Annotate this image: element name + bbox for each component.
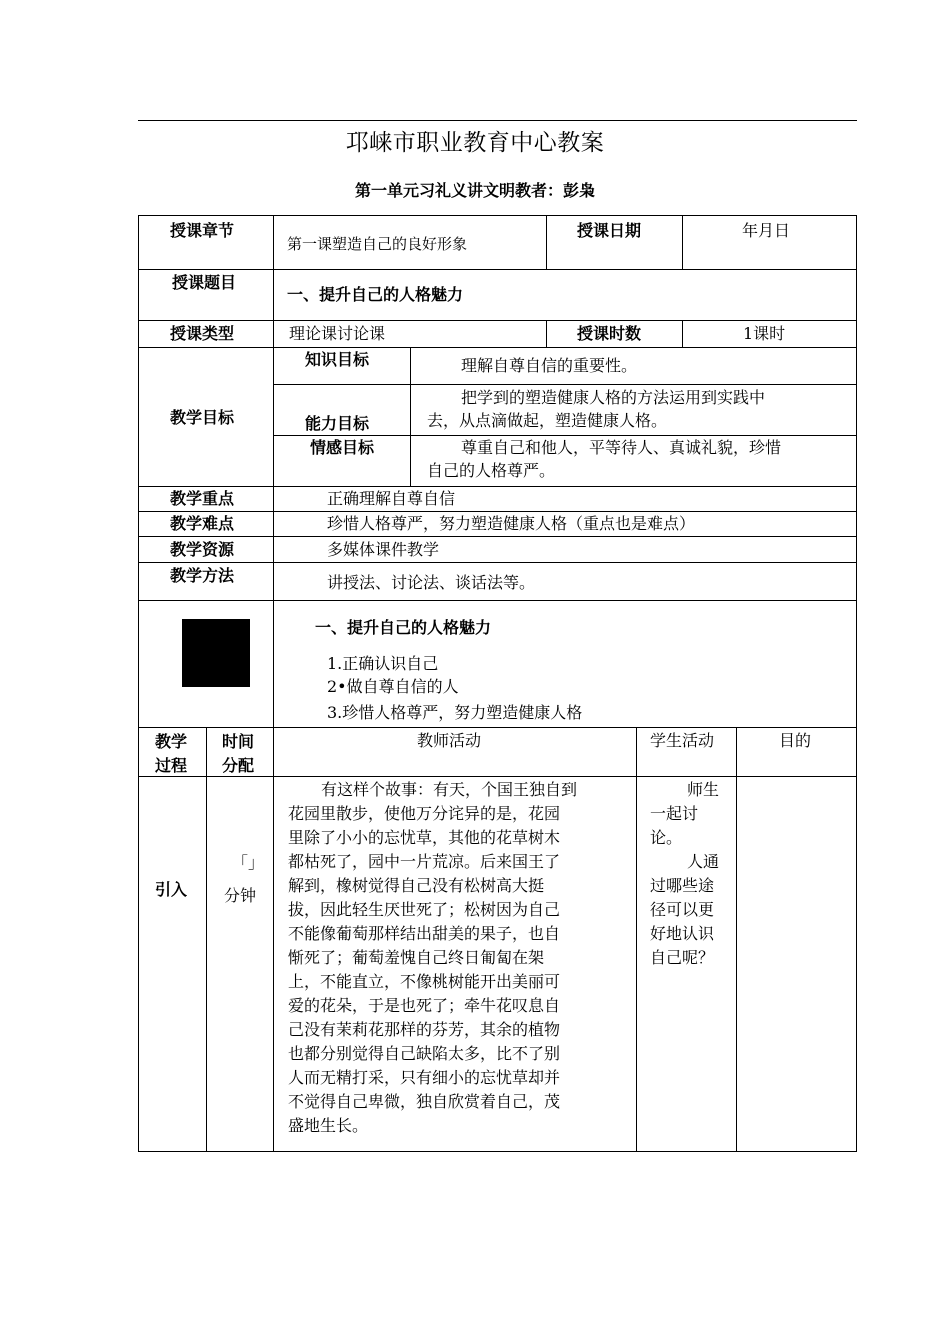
hours-label: 授课时数 [577,324,642,343]
teacher-line: 也都分别觉得自己缺陷太多，比不了别 [288,1044,561,1063]
ability-line-1: 把学到的塑造健康人格的方法运用到实践中 [461,388,766,407]
key-value: 正确理解自尊自信 [327,489,456,508]
student-line: 过哪些途 [650,876,715,895]
student-line: 人通 [687,852,720,871]
header-rule [138,120,857,121]
teacher-line: 都枯死了，园中一片荒凉。后来国王了 [288,852,561,871]
teacher-line: 上，不能直立，不像桃树能开出美丽可 [288,972,561,991]
outline-item-3: 3.珍惜人格尊严，努力塑造健康人格 [327,703,583,722]
outline-item-2: 2•做自尊自信的人 [327,677,459,696]
key-label: 教学重点 [170,489,235,508]
teacher-line: 人而无精打采，只有细小的忘忧草却并 [288,1068,561,1087]
student-line: 径可以更 [650,900,715,919]
ability-line-2: 去，从点滴做起，塑造健康人格。 [427,411,668,430]
chapter-value: 第一课塑造自己的良好形象 [287,235,468,253]
image-placeholder [182,619,250,687]
process-header-2: 过程 [155,756,188,775]
student-line: 好地认识 [650,924,715,943]
outline-heading: 一、提升自己的人格魅力 [315,618,492,637]
teacher-line: 不觉得自己卑微，独自欣赏着自己，茂 [288,1092,561,1111]
time-header-2: 分配 [222,756,255,775]
goals-label: 教学目标 [170,408,235,427]
process-header-1: 教学 [155,732,188,751]
ability-label: 能力目标 [305,414,370,433]
hours-value: 1课时 [743,324,786,343]
method-label: 教学方法 [170,566,235,585]
student-line: 一起讨 [650,804,699,823]
teacher-line: 解到，橡树觉得自己没有松树高大挺 [288,876,545,895]
cell-purpose [736,776,857,1152]
topic-label: 授课题目 [172,273,237,292]
teacher-line: 盛地生长。 [288,1116,369,1135]
time-header-1: 时间 [222,732,255,751]
cell-time [206,776,274,1152]
teacher-line: 拔，因此轻生厌世死了；松树因为自己 [288,900,561,919]
stage-label: 引入 [155,880,188,899]
teacher-line: 里除了小小的忘忧草，其他的花草树木 [288,828,561,847]
time-brackets: 「」 [232,853,265,872]
date-value: 年月日 [742,221,791,240]
type-label: 授课类型 [170,324,235,343]
date-label: 授课日期 [577,221,642,240]
outline-item-1: 1.正确认识自己 [327,654,439,673]
page-subtitle: 第一单元习礼义讲文明教者：彭枭 [354,181,595,200]
student-line: 自己呢？ [650,948,715,967]
topic-value: 一、提升自己的人格魅力 [287,285,464,304]
emotion-label: 情感目标 [310,438,375,457]
page-title: 邛崃市职业教育中心教案 [345,130,605,156]
student-line: 论。 [650,828,683,847]
resource-label: 教学资源 [170,540,235,559]
purpose-header: 目的 [779,731,812,750]
teacher-line: 爱的花朵，于是也死了；牵牛花叹息自 [288,996,561,1015]
student-notes [650,778,719,970]
knowledge-label: 知识目标 [305,350,370,369]
teacher-line: 花园里散步，使他万分诧异的是，花园 [288,804,561,823]
emotion-line-1: 尊重自己和他人，平等待人、真诚礼貌，珍惜 [461,438,782,457]
cell-stage [138,776,207,1152]
chapter-label: 授课章节 [170,221,235,240]
teacher-line: 惭死了；葡萄羞愧自己终日匍匐在架 [288,948,545,967]
teacher-header: 教师活动 [417,731,482,750]
teacher-line: 不能像葡萄那样结出甜美的果子，也自 [288,924,561,943]
difficult-label: 教学难点 [170,514,235,533]
type-value: 理论课讨论课 [289,324,386,343]
resource-value: 多媒体课件教学 [327,540,440,559]
teacher-line: 己没有茉莉花那样的芬芳，其余的植物 [288,1020,561,1039]
difficult-value: 珍惜人格尊严，努力塑造健康人格（重点也是难点） [327,514,696,533]
knowledge-value: 理解自尊自信的重要性。 [461,356,638,375]
time-minutes: 分钟 [224,886,257,905]
teacher-story [288,778,577,1138]
method-value: 讲授法、讨论法、谈话法等。 [327,573,536,592]
emotion-line-2: 自己的人格尊严。 [427,461,556,480]
student-line: 师生 [687,780,720,799]
student-header: 学生活动 [650,731,715,750]
teacher-line: 有这样个故事：有天，个国王独自到 [321,780,578,799]
